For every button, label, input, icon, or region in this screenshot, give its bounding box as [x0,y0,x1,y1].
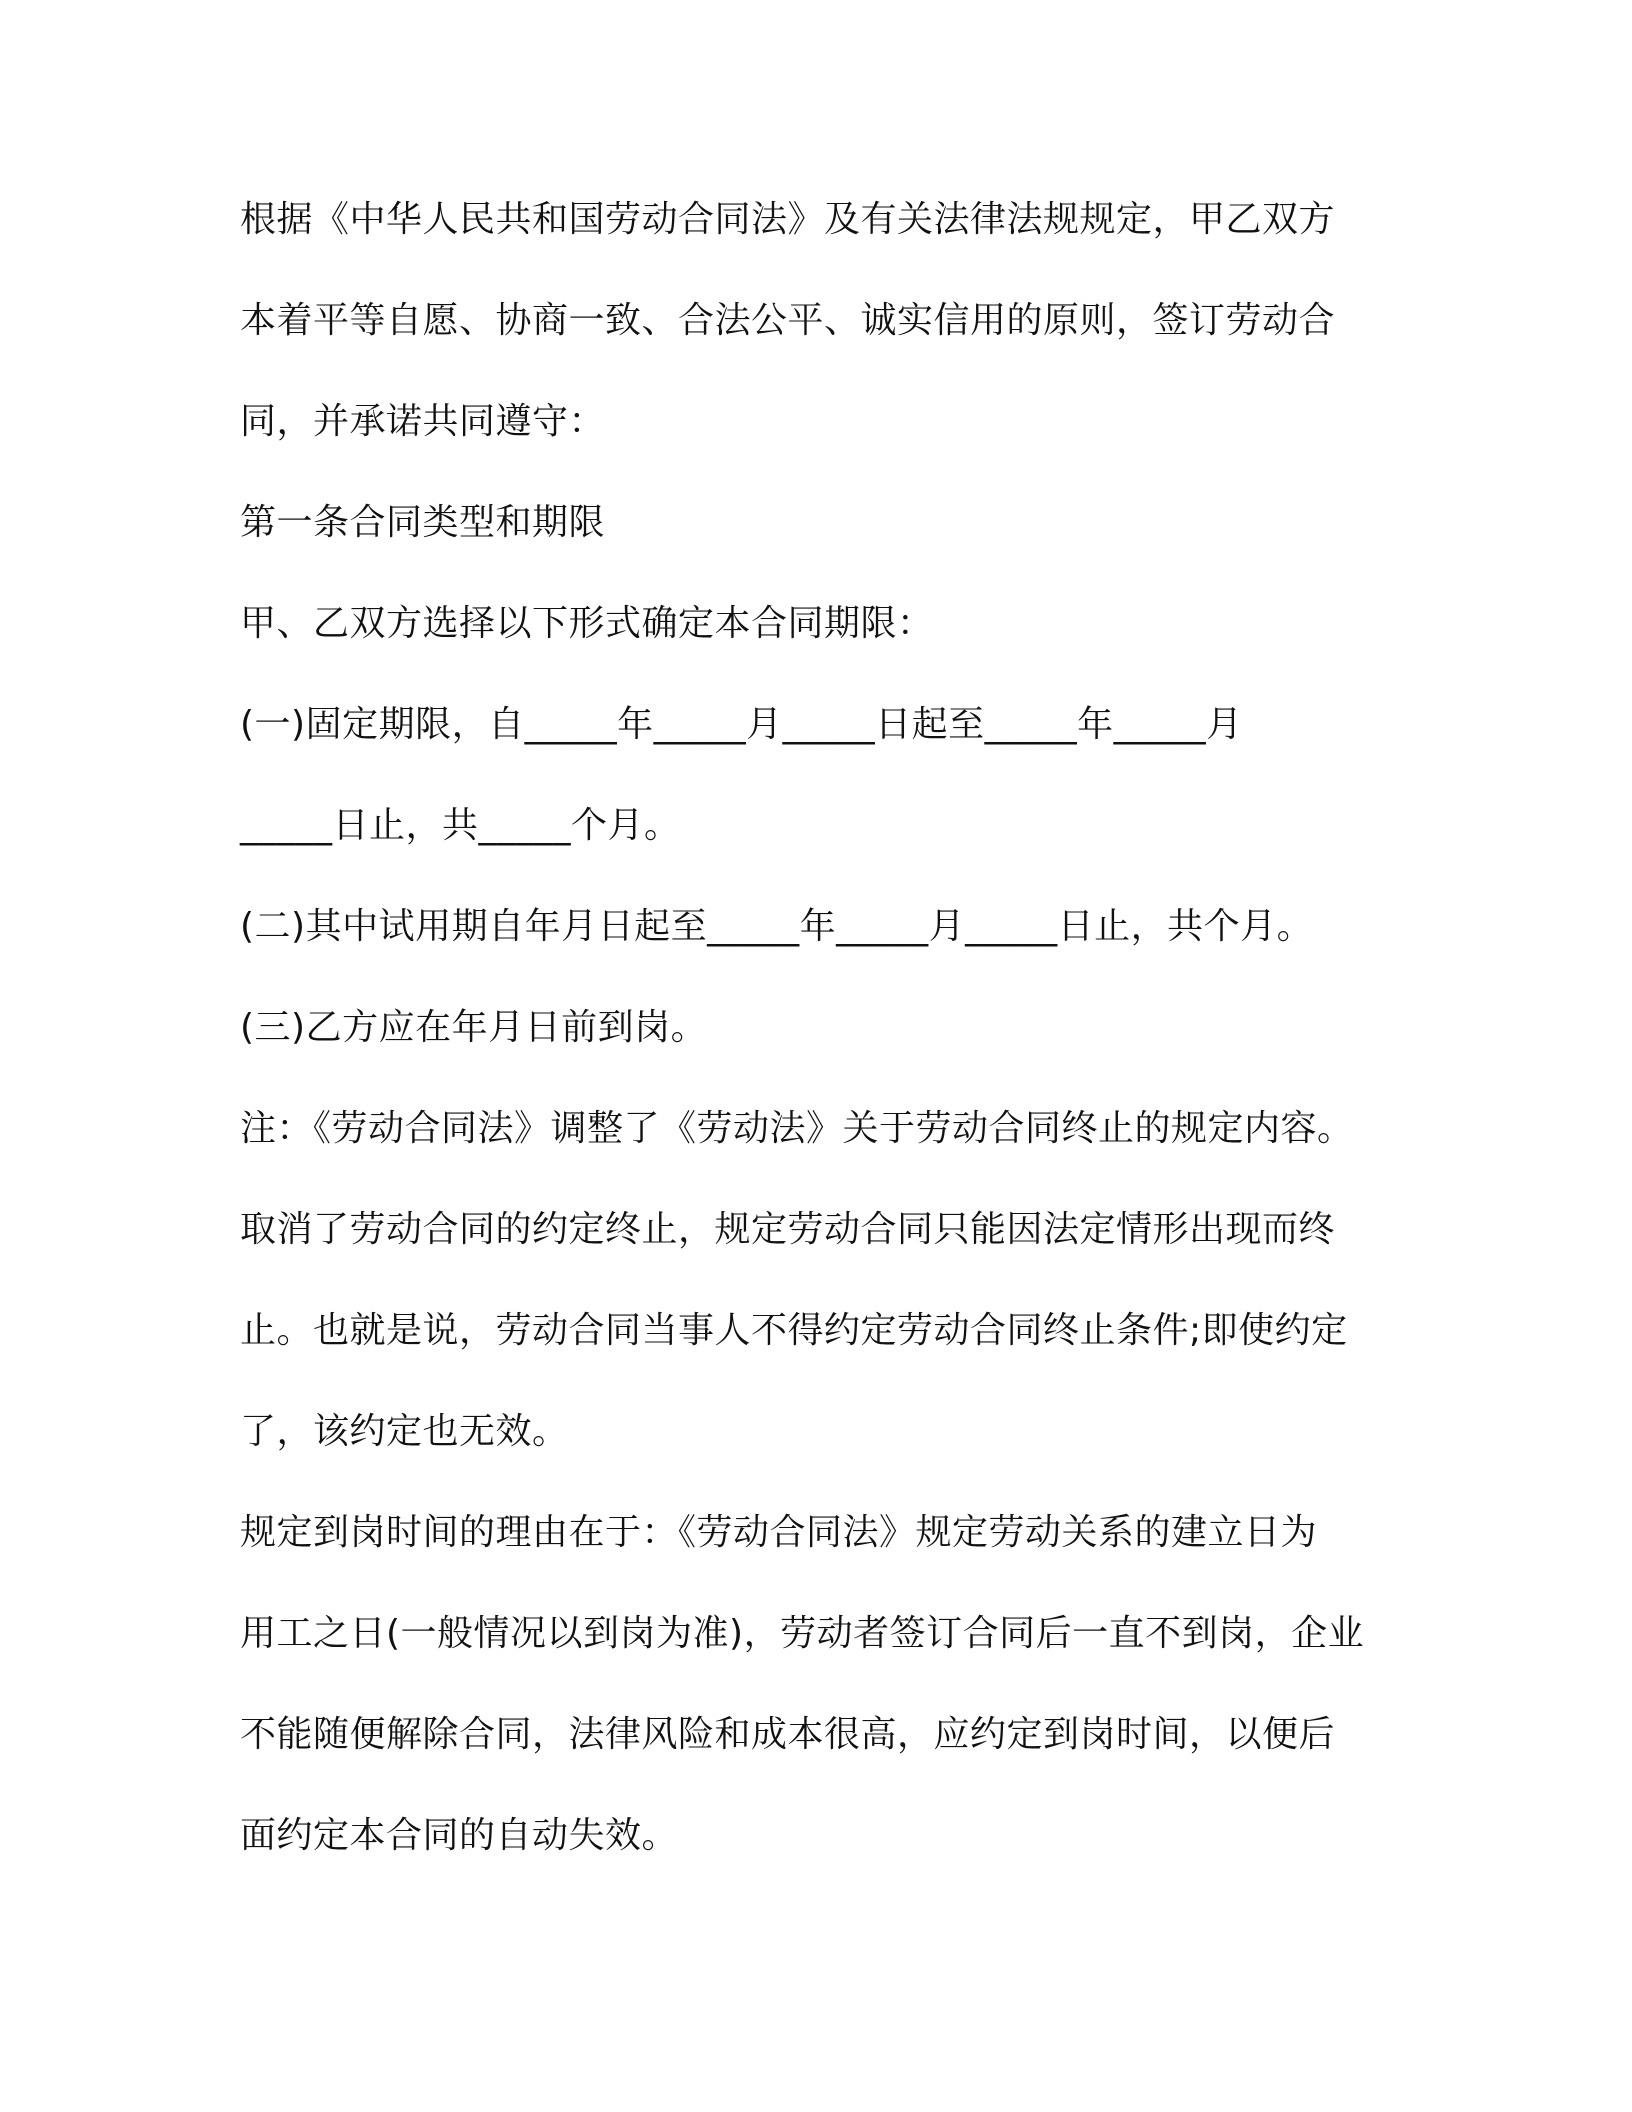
reason-line-4: 面约定本合同的自动失效。 [240,1815,679,1856]
paragraph-line-2: 本着平等自愿、协商一致、合法公平、诚实信用的原则，签订劳动合 [240,300,1336,341]
reason-line-1: 规定到岗时间的理由在于：《劳动合同法》规定劳动关系的建立日为 [240,1512,1318,1553]
reason-line-3: 不能随便解除合同，法律风险和成本很高，应约定到岗时间，以便后 [240,1714,1336,1755]
paragraph-line-5: 甲、乙双方选择以下形式确定本合同期限： [240,603,934,644]
document-body [240,190,1400,1907]
section-heading: 第一条合同类型和期限 [240,502,606,543]
paragraph-line-1: 根据《中华人民共和国劳动合同法》及有关法律法规规定，甲乙双方 [240,199,1336,240]
paragraph-line-3: 同，并承诺共同遵守： [240,401,606,442]
note-line-4: 了，该约定也无效。 [240,1411,569,1452]
clause-fixed-term-cont: _____日止，共_____个月。 [240,805,681,846]
clause-probation: (二)其中试用期自年月日起至_____年_____月_____日止，共个月。 [240,906,1314,947]
reason-line-2: 用工之日(一般情况以到岗为准)，劳动者签订合同后一直不到岗，企业 [240,1613,1365,1654]
note-line-3: 止。也就是说，劳动合同当事人不得约定劳动合同终止条件;即使约定 [240,1310,1348,1351]
clause-fixed-term: (一)固定期限，自_____年_____月_____日起至_____年_____月 [240,704,1243,745]
note-line-1: 注：《劳动合同法》调整了《劳动法》关于劳动合同终止的规定内容。 [240,1108,1354,1149]
note-line-2: 取消了劳动合同的约定终止，规定劳动合同只能因法定情形出现而终 [240,1209,1336,1250]
clause-onboarding: (三)乙方应在年月日前到岗。 [240,1007,708,1048]
